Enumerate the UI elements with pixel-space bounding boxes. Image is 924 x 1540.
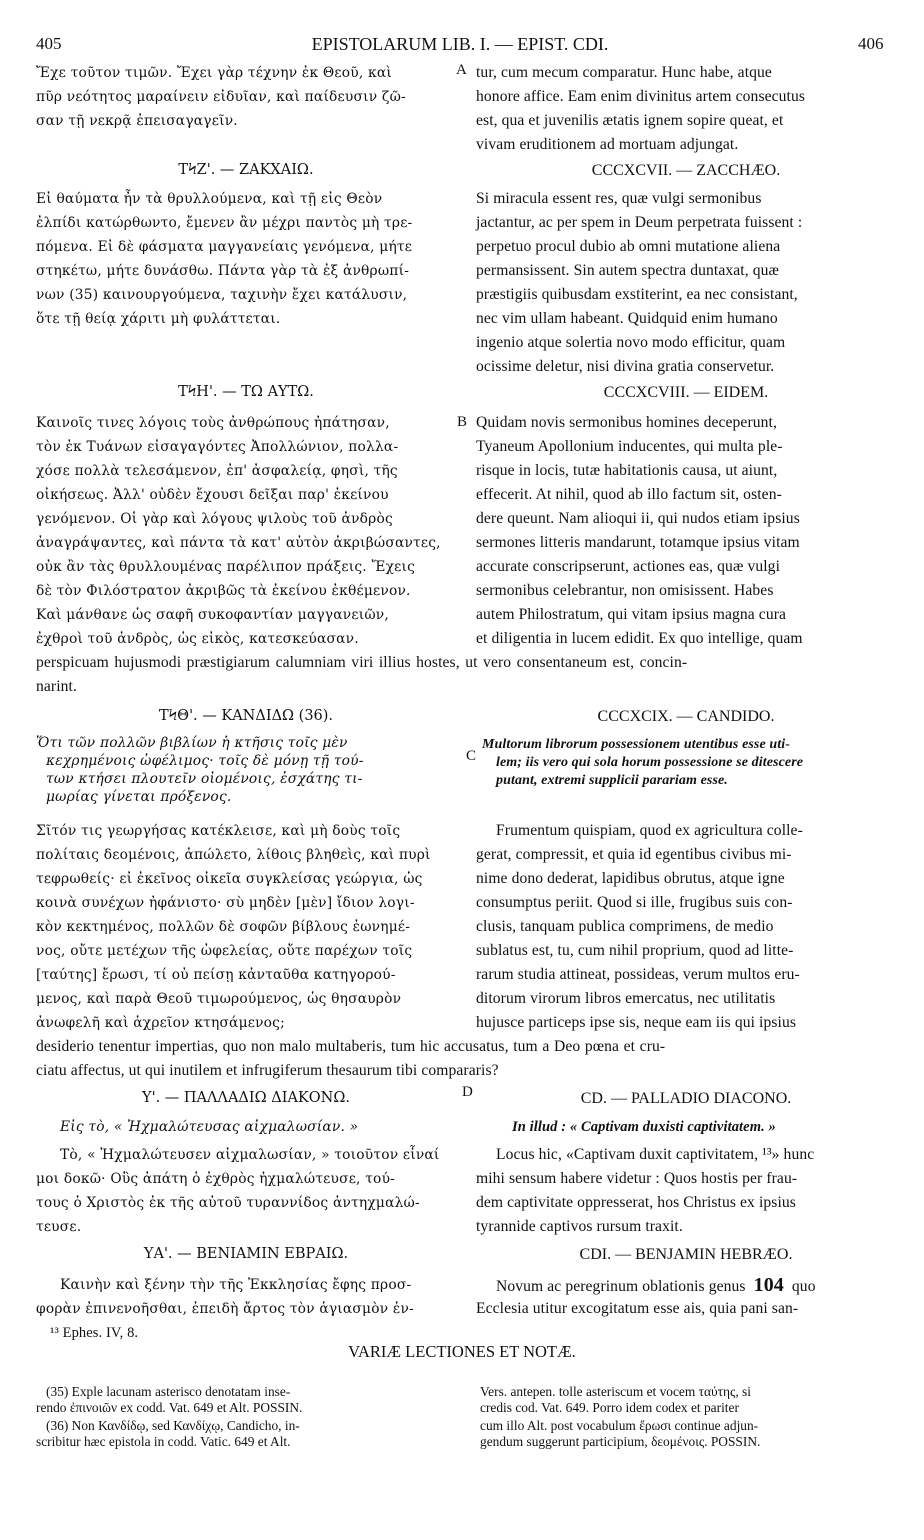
greek-line: Ὅτι τῶν πολλῶν βιβλίων ἡ κτῆσις τοῖς μὲν	[36, 735, 348, 751]
note-line: rendo ἐπινοιῶν ex codd. Vat. 649 et Alt. POSSIN.	[36, 1400, 303, 1415]
latin-line: ditorum virorum libros emercatus, nec utilitatis	[476, 990, 776, 1007]
latin-line: nime dono dederat, lapidibus obrutus, atque igne	[476, 870, 785, 887]
latin-line: sermones litteris mandarunt, totamque ipsius vitam	[476, 534, 800, 551]
running-title: EPISTOLARUM LIB. I. — EPIST. CDI.	[311, 34, 609, 54]
latin-line: Multorum librorum possessionem utentibus esse uti-	[482, 737, 791, 752]
latin-line: sermonibus celebrantur, non omisissent. Habes	[476, 582, 774, 599]
greek-line: ἀναγράψαντες, καὶ πάντα τὰ κατ' αὐτὸν ἀκριβώσαντες,	[36, 535, 441, 551]
epistle-401-greek-title: ΥΑ'. — ΒΕΝΙΑΜΙΝ ΕΒΡΑΙΩ.	[143, 1246, 349, 1262]
margin-letter-a: A	[456, 62, 467, 78]
latin-line: risque in locis, tutæ habitationis causa, ut aiunt,	[476, 462, 778, 479]
greek-line: Τὸ, « Ἠχμαλώτευσεν αἰχμαλωσίαν, » τοιοῦτον εἶναί	[60, 1147, 440, 1163]
latin-line: honore affice. Eam enim divinitus artem consecutus	[476, 88, 806, 105]
latin-line: narint.	[36, 678, 77, 695]
scripture-footnote: ¹³ Ephes. IV, 8.	[50, 1325, 139, 1341]
greek-line: οἰκήσεως. Ἀλλ' οὐδὲν ἔχουσι δεῖξαι παρ' ἐκείνου	[36, 487, 389, 503]
latin-line: ingenio atque solertia novo modo efficitur, quam	[476, 334, 786, 351]
margin-letter-b: B	[457, 414, 468, 430]
epistle-399-greek-title: ΤϞΘ'. — ΚΑΝΔΙΔΩ (36).	[158, 708, 334, 724]
latin-line: ocissime deletur, nisi divina gratia conservetur.	[476, 358, 775, 375]
greek-line: των κτήσει πλουτεῖν οἰομένοις, ἐσχάτης τι-	[46, 771, 363, 787]
latin-line: Tyaneum Apollonium inducentes, qui multa ple-	[476, 438, 783, 455]
epistle-400-latin-subtitle: In illud : « Captivam duxisti captivitatem. »	[512, 1119, 776, 1135]
greek-line: οὐκ ἂν τὰς θρυλλουμένας παρέλιπον πράξεις. Ἔχεις	[36, 559, 416, 575]
greek-line: κὸν κεκτημένος, πολλῶν δὲ σοφῶν βίβλους ἐωνημέ-	[36, 919, 411, 935]
latin-line: dere queunt. Nam alioqui ii, qui nudos etiam ipsius	[476, 510, 800, 527]
latin-text: Novum ac peregrinum oblationis genus	[496, 1278, 746, 1295]
latin-line: rarum studia attineat, possideas, verum multos eru-	[476, 966, 800, 983]
latin-line: autem Philostratum, qui vitam ipsius magna cura	[476, 606, 787, 623]
latin-line: Quidam novis sermonibus homines deceperunt,	[476, 414, 777, 431]
latin-line: est, qua et juvenilis ætatis ignem sopire queat, et	[476, 112, 784, 129]
latin-line: sublatus est, tu, cum nihil proprium, quod ad litte-	[476, 942, 794, 959]
greek-line: πόμενα. Εἰ δὲ φάσματα μαγγανείαις γενόμενα, μήτε	[36, 239, 413, 255]
latin-line: clusis, tanquam publica comprimens, de medio	[476, 918, 774, 935]
latin-line: hujusce particeps ipse sis, neque eam iis qui ipsius	[476, 1014, 797, 1031]
greek-line: Σῖτόν τις γεωργήσας κατέκλεισε, καὶ μὴ δοὺς τοῖς	[36, 823, 401, 839]
latin-line: accurate conscripserunt, actiones eas, quæ vulgi	[476, 558, 781, 575]
latin-line: effecerit. At nihil, quod ab illo factum sit, osten-	[476, 486, 782, 503]
greek-line: φορὰν ἐπινενοῆσθαι, ἐπειδὴ ἄρτος τὸν ἁγιασμὸν ἐν-	[36, 1301, 414, 1317]
latin-line: nec vim ullam habeant. Quidquid enim humano	[476, 310, 778, 327]
latin-line	[496, 1276, 816, 1296]
latin-line: et diligentia in lucem edidit. Ex quo intellige, quam	[476, 630, 803, 647]
greek-line: μενος, καὶ παρὰ Θεοῦ τιμωρούμενος, ὡς θησαυρὸν	[36, 991, 402, 1007]
latin-line: consumptus periit. Quod si ille, frugibus suis con-	[476, 894, 793, 911]
margin-letter-d: D	[462, 1084, 473, 1100]
latin-line: jactantur, ac per spem in Deum perpetrata fuissent :	[476, 214, 803, 231]
latin-line: Frumentum quispiam, quod ex agricultura colle-	[496, 822, 803, 839]
greek-line: τεφρωθείς· εἰ ἐκεῖνος οἰκεῖα συγκλείσας γεώργια, ὡς	[36, 871, 423, 887]
epistle-397-latin-title: CCCXCVII. — ZACCHÆO.	[591, 162, 781, 179]
epistle-400-greek-title: Υ'. — ΠΑΛΛΑΔΙΩ ΔΙΑΚΟΝΩ.	[142, 1090, 350, 1106]
epistle-401-latin-title: CDI. — BENJAMIN HEBRÆO.	[579, 1246, 793, 1263]
greek-line: Καινὴν καὶ ξένην τὴν τῆς Ἐκκλησίας ἔφης προσ-	[60, 1277, 412, 1293]
greek-line: Ἔχε τοῦτον τιμῶν. Ἔχει γὰρ τέχνην ἐκ Θεοῦ, καὶ	[36, 65, 392, 81]
greek-line: μωρίας γίνεται πρόξενος.	[46, 789, 232, 805]
greek-line: γενόμενον. Οἱ γὰρ καὶ λόγους ψιλοὺς τοῦ ἀνδρὸς	[36, 511, 393, 527]
note-line: credis cod. Vat. 649. Porro idem codex et pariter	[480, 1400, 739, 1415]
greek-line: χόσε πολλὰ τελεσάμενον, ἐπ' ἀσφαλείᾳ, φησὶ, τῆς	[36, 463, 398, 479]
page-number-left: 405	[36, 34, 62, 53]
note-line: cum illo Alt. post vocabulum ἔρωσι continue adjun-	[480, 1418, 759, 1433]
latin-line: permansissent. Sin autem spectra duntaxat, quæ	[476, 262, 779, 279]
latin-line: lem; iis vero qui sola horum possessione se ditescere	[496, 755, 804, 770]
latin-line: Ecclesia utitur excogitatum esse ais, quia pani san-	[476, 1300, 799, 1317]
greek-line: ἐχθροὶ τοῦ ἀνδρὸς, ὡς εἰκὸς, κατεσκεύασαν.	[36, 631, 359, 647]
epistle-400-greek-subtitle: Εἰς τὸ, « Ἠχμαλώτευσας αἰχμαλωσίαν. »	[60, 1119, 359, 1135]
latin-line: ciatu affectus, ut qui inutilem et infrugiferum thesaurum tibi compararis?	[36, 1062, 499, 1079]
greek-line: δὲ τὸν Φιλόστρατον ἀκριβῶς τὰ ἐκείνου ἐκθέμενον.	[36, 583, 411, 599]
greek-line: πῦρ νεότητος μαραίνειν εἰδυῖαν, καὶ παίδευσιν ζῶ-	[36, 89, 406, 105]
latin-line: perpetuo procul dubio ab omni mutatione aliena	[476, 238, 781, 255]
latin-line: gerat, compressit, et quia id egentibus civibus mi-	[476, 846, 792, 863]
greek-line: Εἰ θαύματα ἦν τὰ θρυλλούμενα, καὶ τῇ εἰς Θεὸν	[36, 191, 383, 207]
latin-line: tur, cum mecum comparatur. Hunc habe, atque	[476, 64, 772, 81]
greek-line: Καὶ μάνθανε ὡς σαφῆ συκοφαντίαν μαγγανειῶν,	[36, 607, 389, 623]
greek-line: τὸν ἐκ Τυάνων εἰσαγαγόντες Ἀπολλώνιον, πολλα-	[36, 439, 399, 455]
note-line: gendum suggerunt participium, δεομένοις. POSSIN.	[480, 1434, 761, 1449]
column-number: 104	[753, 1274, 784, 1296]
latin-line: putant, extremi supplicii parariam esse.	[496, 773, 728, 788]
epistle-398-greek-title: ΤϞΗ'. — ΤΩ ΑΥΤΩ.	[178, 384, 314, 400]
epistle-398-latin-title: CCCXCVIII. — EIDEM.	[603, 384, 769, 401]
greek-line: πολίταις δεομένοις, ἀπώλετο, λίθοις βληθεὶς, καὶ πυρὶ	[36, 847, 431, 863]
latin-line: Si miracula essent res, quæ vulgi sermonibus	[476, 190, 762, 207]
greek-line: [ταύτης] ἔρωσι, τί οὐ πείσῃ κἀνταῦθα κατηγορού-	[36, 967, 396, 983]
latin-line: perspicuam hujusmodi præstigiarum calumniam viri illius hostes, ut vero consentaneum est, concin-	[36, 654, 688, 671]
latin-line: vivam eruditionem ad mortuam adjungat.	[476, 136, 739, 153]
greek-line: Καινοῖς τινες λόγοις τοὺς ἀνθρώπους ἠπάτησαν,	[36, 415, 390, 431]
epistle-400-latin-title: CD. — PALLADIO DIACONO.	[580, 1090, 792, 1107]
greek-line: ὅτε τῇ θείᾳ χάριτι μὴ φυλάττεται.	[36, 311, 281, 327]
note-line: Vers. antepen. tolle asteriscum et vocem ταύτης, si	[480, 1384, 751, 1399]
greek-line: κοινὰ συνέχων ἠφάνιστο· σὺ μηδὲν [μὲν] ἴδιον λογι-	[36, 895, 415, 911]
latin-line: mihi sensum habere videtur : Quos hostis per frau-	[476, 1170, 798, 1187]
epistle-397-greek-title: ΤϞΖ'. — ΖΑΚΧΑΙΩ.	[178, 162, 314, 178]
notes-title: VARIÆ LECTIONES ET NOTÆ.	[348, 1342, 576, 1361]
note-line: (36) Non Κανδίδῳ, sed Κανδίχῳ, Candicho, in-	[46, 1418, 300, 1433]
note-line: (35) Exple lacunam asterisco denotatam inse-	[46, 1384, 291, 1399]
epistle-399-latin-title: CCCXCIX. — CANDIDO.	[597, 708, 775, 725]
note-line: scribitur hæc epistola in codd. Vatic. 649 et Alt.	[36, 1434, 291, 1449]
latin-line: Locus hic, «Captivam duxit captivitatem, ¹³» hunc	[496, 1146, 815, 1163]
greek-line: κεχρημένοις ὠφέλιμος· τοῖς δὲ μόνῃ τῇ τού-	[46, 753, 364, 769]
latin-text: quo	[791, 1278, 816, 1295]
latin-line: dem captivitate oppresserat, hos Christus ex ipsius	[476, 1194, 796, 1211]
greek-line: τους ὁ Χριστὸς ἐκ τῆς αὐτοῦ τυραννίδος ἀντηχμαλώ-	[36, 1195, 420, 1211]
latin-line: præstigiis quibusdam exstiterint, ea nec consistant,	[476, 286, 798, 303]
greek-line: ἐλπίδι κατώρθωντο, ἔμενεν ἂν μέχρι παντὸς μὴ τρε-	[36, 215, 413, 231]
greek-line: στηκέτω, μήτε δυνάσθω. Πάντα γὰρ τὰ ἐξ ἀνθρωπί-	[36, 263, 410, 279]
page-number-right: 406	[858, 34, 884, 53]
margin-letter-c: C	[466, 748, 477, 764]
latin-line: desiderio tenentur impertias, quo non malo multaberis, tum hic accusatus, tum a Deo pœna et cru-	[36, 1038, 666, 1055]
greek-line: μοι δοκῶ· Οὓς ἀπάτη ὁ ἐχθρὸς ἠχμαλώτευσε, τού-	[36, 1171, 396, 1187]
greek-line: τευσε.	[36, 1219, 82, 1235]
greek-line: σαν τῇ νεκρᾷ ἐπεισαγαγεῖν.	[36, 113, 238, 129]
greek-line: νων (35) καινουργούμενα, ταχινὴν ἔχει κατάλυσιν,	[36, 287, 408, 303]
greek-line: ἀνωφελῆ καὶ ἀχρεῖον κτησάμενος;	[36, 1015, 285, 1031]
greek-line: νος, οὔτε μετέχων τῆς ὠφελείας, οὔτε παρέχων τοῖς	[36, 943, 413, 959]
latin-line: tyrannide captivos rursum traxit.	[476, 1218, 683, 1235]
